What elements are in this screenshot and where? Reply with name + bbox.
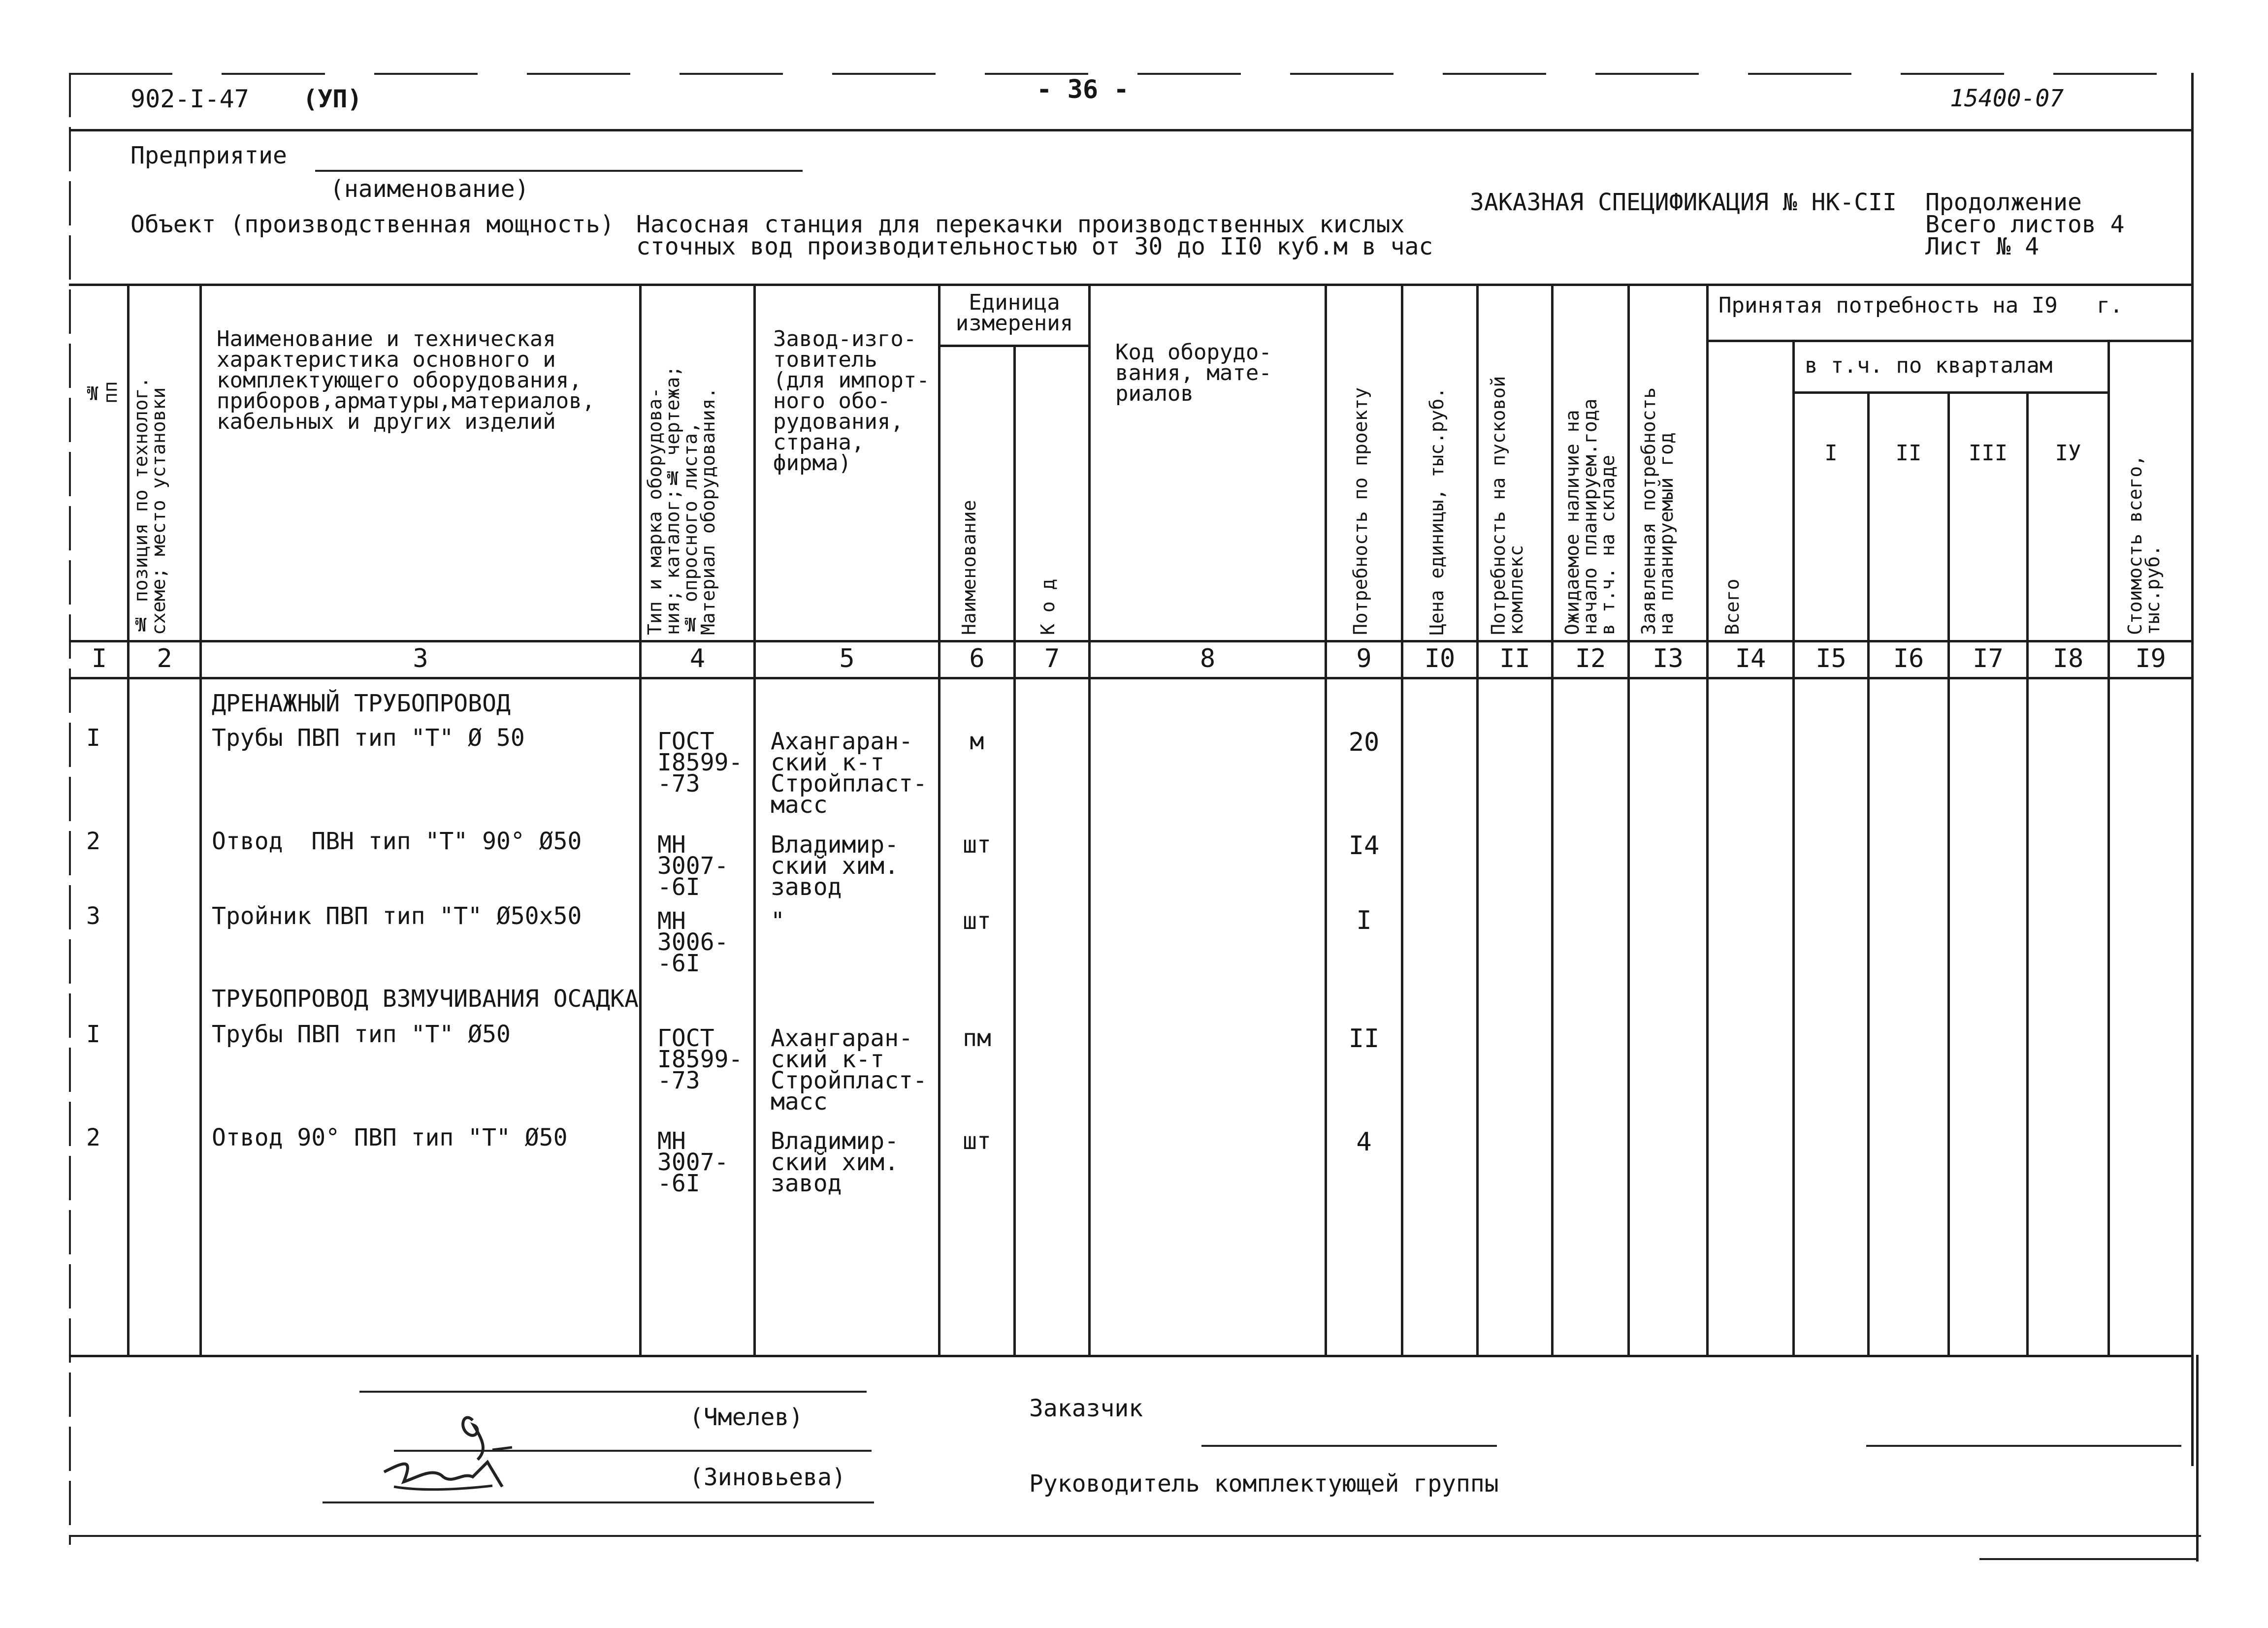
col-number: I4 [1735, 644, 1766, 673]
col-number: II [1499, 644, 1530, 673]
page-number: - 36 - [1037, 75, 1129, 104]
item-type: МН 3006- -6I [657, 907, 729, 977]
col-number: I3 [1652, 644, 1684, 673]
item-quantity: 4 [1356, 1127, 1372, 1157]
col-head-11: Потребность на пусковой комплекс [1488, 376, 1527, 635]
col-number: I [91, 644, 107, 673]
row-number: I [86, 1021, 100, 1048]
item-maker: Владимир- ский хим. завод [771, 831, 899, 901]
signer-1-name: (Чмелев) [689, 1404, 804, 1431]
section-title: ТРУБОПРОВОД ВЗМУЧИВАНИЯ ОСАДКА [212, 985, 639, 1013]
col-head-13: Заявленная потребность на планируемый год [1638, 387, 1677, 635]
col-head-7: К о д [1037, 578, 1059, 635]
enterprise-line [315, 170, 803, 172]
item-name: Отвод ПВН тип "Т" 90° Ø50 [212, 828, 582, 855]
group-head-label: Руководитель комплектующей группы [1029, 1470, 1499, 1498]
item-maker: " [771, 907, 785, 935]
quarters-label: в т.ч. по кварталам [1805, 353, 2053, 378]
signer-2-name: (Зиновьева) [689, 1464, 846, 1491]
item-maker: Ахангаран- ский к-т Стройпласт- масс [771, 728, 927, 819]
col-number: 7 [1044, 644, 1060, 673]
col-number: 2 [157, 644, 172, 673]
col-number: 9 [1356, 644, 1372, 673]
col-number: I2 [1575, 644, 1606, 673]
row-number: 2 [86, 828, 100, 855]
customer-line [1201, 1445, 1497, 1447]
item-type: МН 3007- -6I [657, 831, 729, 901]
item-maker: Ахангаран- ский к-т Стройпласт- масс [771, 1024, 927, 1116]
col-number: I8 [2052, 644, 2084, 673]
col-number: 4 [689, 644, 706, 673]
row-number: 3 [86, 902, 100, 930]
quarter-3: III [1968, 441, 2008, 466]
item-quantity: II [1348, 1024, 1380, 1053]
col-head-10: Цена единицы, тыс.руб. [1426, 387, 1448, 635]
item-name: Трубы ПВП тип "Т" Ø 50 [212, 724, 525, 752]
item-name: Тройник ПВП тип "Т" Ø50х50 [212, 902, 582, 930]
signature-line [323, 1501, 874, 1503]
spec-title: ЗАКАЗНАЯ СПЕЦИФИКАЦИЯ № НК-СII [1470, 189, 1897, 216]
item-unit: шт [963, 1127, 991, 1155]
item-type: ГОСТ I8599- -73 [657, 728, 743, 798]
col-head-6: Наименование [958, 500, 980, 635]
item-name: Трубы ПВП тип "Т" Ø50 [212, 1021, 511, 1048]
col-number: I5 [1815, 644, 1847, 673]
total-sheets: Всего листов 4 [1925, 211, 2125, 238]
quarter-2: II [1895, 441, 1922, 466]
quarter-1: I [1824, 441, 1838, 466]
col-head-14: Всего [1721, 578, 1743, 635]
col-head-4: Тип и марка оборудова- ния; каталог;№ чертежа; № опросного листа, Материал оборудования. [644, 365, 719, 635]
col-number: 3 [413, 644, 428, 673]
col-head-9: Потребность по проекту [1350, 387, 1371, 635]
col-number: I9 [2135, 644, 2166, 673]
name-hint: (наименование) [330, 175, 529, 203]
signature-line [359, 1391, 867, 1393]
item-type: ГОСТ I8599- -73 [657, 1024, 743, 1094]
col-head-1: № пп [82, 381, 121, 404]
continuation: Продолжение [1925, 189, 2082, 216]
reference-number: 15400-07 [1950, 85, 2064, 112]
quarter-4: IУ [2055, 441, 2081, 466]
col-number: I6 [1893, 644, 1924, 673]
item-unit: пм [963, 1024, 991, 1052]
signature-2 [374, 1442, 542, 1501]
object-text-1: Насосная станция для перекачки производственных кислых [636, 211, 1405, 238]
item-unit: шт [963, 907, 991, 935]
sheet-number: Лист № 4 [1925, 233, 2040, 260]
customer-line-right [1866, 1445, 2181, 1447]
col-number: 5 [839, 644, 855, 673]
item-quantity: I4 [1348, 831, 1380, 861]
col-number: 8 [1199, 644, 1216, 673]
col-head-12: Ожидаемое наличие на начало планируем.года в т.ч. на складе [1561, 398, 1619, 635]
enterprise-label: Предприятие [130, 142, 287, 169]
item-unit: м [970, 728, 984, 755]
col-number: I7 [1973, 644, 2004, 673]
col-number: I0 [1424, 644, 1456, 673]
col-number: 6 [969, 644, 985, 673]
document-code: 902-I-47 [130, 85, 249, 113]
col-head-5: Завод-изго- товитель (для импорт- ного обо- рудования, страна, фирма) [773, 326, 930, 476]
item-unit: шт [963, 831, 991, 859]
customer-label: Заказчик [1029, 1395, 1143, 1422]
item-type: МН 3007- -6I [657, 1127, 729, 1197]
item-name: Отвод 90° ПВП тип "Т" Ø50 [212, 1124, 568, 1151]
accepted-demand-title: Принятая потребность на I9 г. [1718, 293, 2123, 318]
item-maker: Владимир- ский хим. завод [771, 1127, 899, 1197]
album-code: (УП) [303, 85, 362, 113]
col-head-unit-group: Единица измерения [955, 290, 1073, 336]
col-head-3: Наименование и техническая характеристика основного и комплектующего оборудования, приборов,арматуры,материалов, кабельных и других изделий [217, 326, 595, 434]
col-head-2: № позиция по технолог. схеме; место установки [130, 377, 169, 635]
object-label: Объект (производственная мощность) [130, 211, 615, 238]
col-head-19: Стоимость всего, тыс.руб. [2124, 454, 2164, 635]
item-quantity: I [1356, 906, 1372, 935]
row-number: I [86, 724, 100, 752]
col-head-8: Код оборудо- вания, мате- риалов [1115, 340, 1272, 406]
row-number: 2 [86, 1124, 100, 1151]
item-quantity: 20 [1348, 728, 1380, 757]
object-text-2: сточных вод производительностью от 30 до II0 куб.м в час [636, 233, 1433, 260]
section-title: ДРЕНАЖНЫЙ ТРУБОПРОВОД [212, 690, 511, 717]
